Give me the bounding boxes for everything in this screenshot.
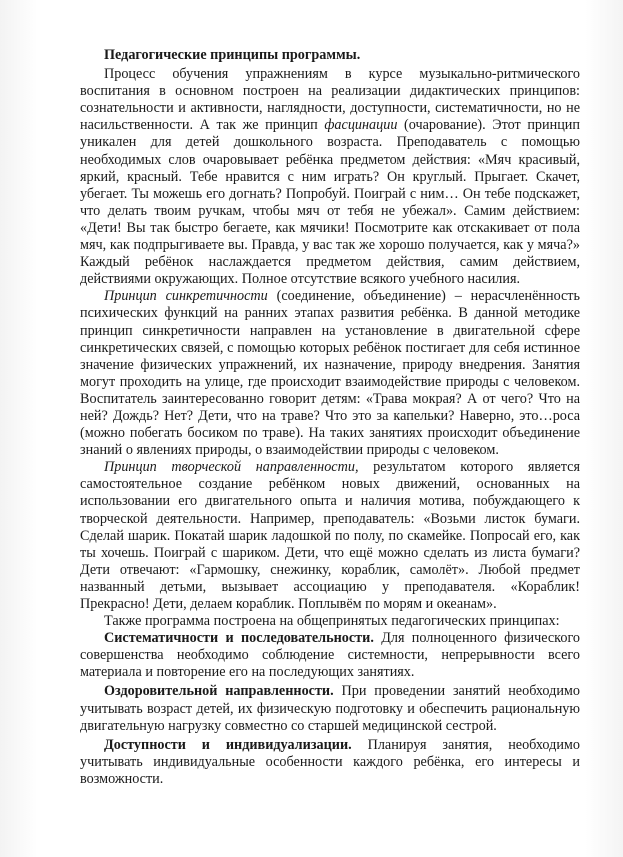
subheading-health: Оздоровительной направленности.	[104, 683, 334, 700]
paragraph-systematic-principle	[80, 630, 580, 681]
paragraph-text: (соединение, объединение) – нерасчленённость психических функций на ранних этапах развития ребёнка. В данной методике принцип синкретичности направлен на установление в двигательной сфере синкретических связей, с помощью которых ребёнок постигает для себя истинное значение физических упражнений, их назначение, природу внедрения. Занятия могут проходить на улице, где происходит взаимодействие природы с человеком. Воспитатель заинтересованно говорит детям: «Трава мокрая? А от чего? Что на ней? Дождь? Нет? Дети, что на траве? Что это за капельки? Наверно, это…роса (можно побегать босиком по траве). На таких занятиях происходит объединение знаний о явлениях природы, о взаимодействии природы с человеком.	[80, 288, 580, 459]
subheading-accessibility: Доступности и индивидуализации.	[104, 736, 352, 753]
paragraph-text: Для полноценного физического совершенства необходимо соблюдение системности, непрерывности всего материала и повторение его на последующих занятиях.	[80, 630, 580, 681]
subheading-systematic: Систематичности и последовательности.	[104, 630, 374, 647]
document-body	[80, 47, 580, 788]
paragraph-text: Процесс обучения упражнениям в курсе музыкально-ритмического воспитания в основном построен на реализации дидактических принципов: сознательности и активности, наглядности, доступности, систематичности, но не насильственности. А так же принцип	[80, 66, 580, 134]
paragraph-didactic-principles	[80, 66, 580, 288]
term-syncretism: Принцип синкретичности	[104, 288, 268, 305]
paragraph-text: результатом которого является самостоятельное создание ребёнком новых движений, основанных на использовании его двигательного опыта и наличия мотива, побуждающего к творческой деятельности. Например, преподаватель: «Возьми листок бумаги. Сделай шарик. Покатай шарик ладошкой по полу, по скамейке. Попросай его, как ты хочешь. Поиграй с шариком. Дети, что ещё можно сделать из листа бумаги? Дети отвечают: «Гармошку, снежинку, кораблик, самолёт». Любой предмет названный детьми, вызывает ассоциацию у преподавателя. «Кораблик! Прекрасно! Дети, делаем кораблик. Поплывём по морям и океанам».	[80, 459, 580, 612]
section-title: Педагогические принципы программы.	[104, 47, 361, 63]
paragraph-health-principle	[80, 683, 580, 734]
paragraph-syncretism-principle	[80, 288, 580, 459]
term-fascination: фасцинации	[324, 117, 398, 134]
term-creative-direction: Принцип творческой направленности,	[104, 459, 359, 476]
paragraph-text: (очарование). Этот принцип уникален для детей дошкольного возраста. Преподаватель с помощью необходимых слов очаровывает ребёнка предметом действия: «Мяч красивый, яркий, красный. Тебе нравится с ним играть? Он круглый. Прыгает. Скачет, убегает. Ты можешь его догнать? Попробуй. Поиграй с ним… Он тебе подскажет, что делать твоим ручкам, чтобы мяч от тебя не убежал». Самим действием: «Дети! Вы так быстро бегаете, как мячики! Посмотрите как отскакивает от пола мяч, как подпрыгиваете вы. Правда, у вас так же хорошо получается, как у мяча?» Каждый ребёнок наслаждается предметом действия, самим действием, действиями окружающих. Полное отсутствие всякого учебного насилия.	[80, 117, 580, 288]
paragraph-creative-principle	[80, 459, 580, 613]
paragraph-accessibility-principle	[80, 737, 580, 788]
paragraph-text: Планируя занятия, необходимо учитывать индивидуальные особенности каждого ребёнка, его интересы и возможности.	[80, 736, 580, 787]
paragraph-text: При проведении занятий необходимо учитывать возраст детей, их физическую подготовку и обеспечить рациональную двигательную нагрузку совместно со старшей медицинской сестрой.	[80, 683, 580, 734]
paragraph-general-principles-intro: Также программа построена на общепринятых педагогических принципах:	[104, 613, 560, 630]
